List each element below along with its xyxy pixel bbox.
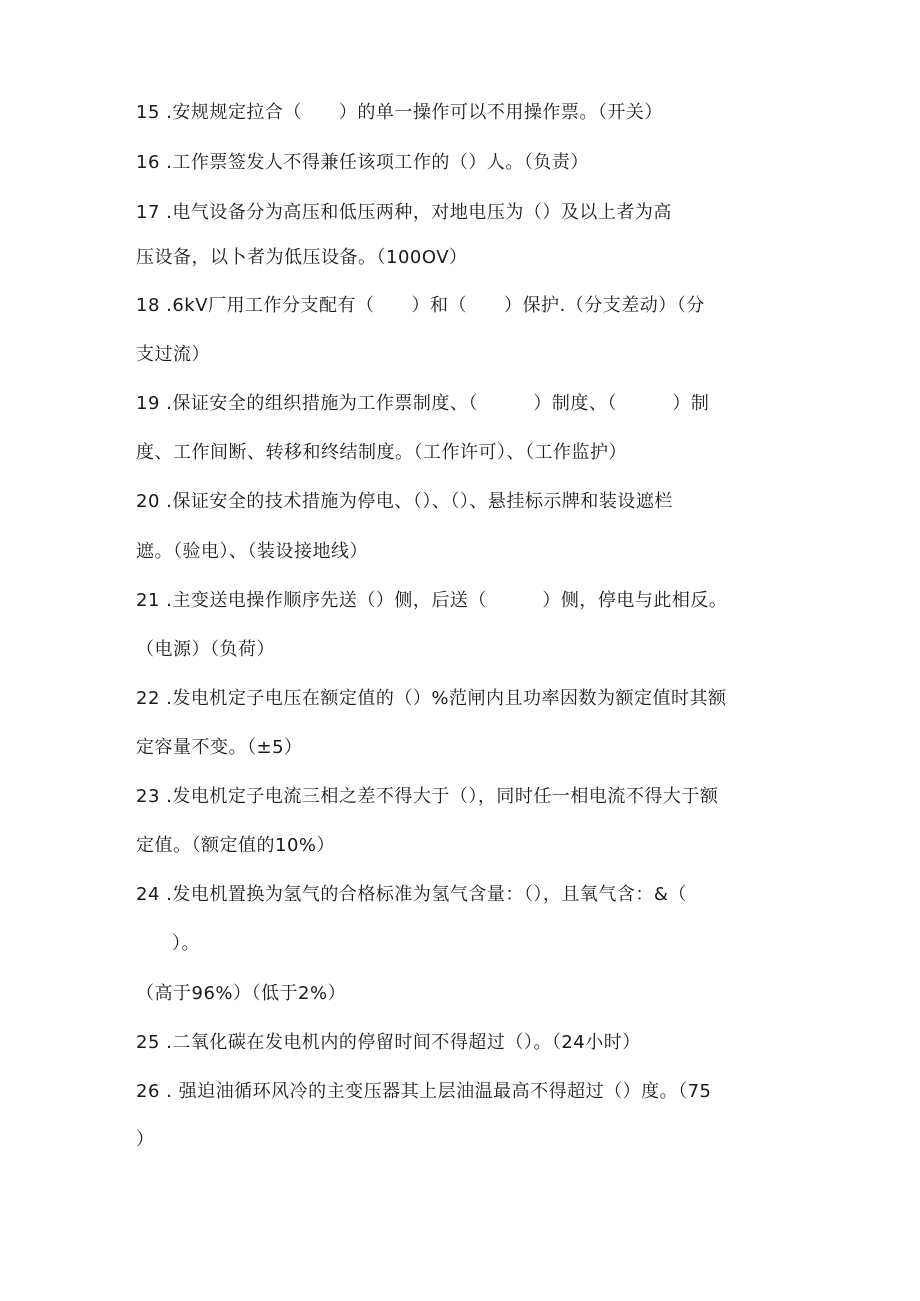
text-line-q18-cont: 支过流） <box>136 344 210 365</box>
text-line-q15: 15 .安规规定拉合（ ）的单一操作可以不用操作票。（开关） <box>136 102 663 123</box>
text-line-q21: 21 .主变送电操作顺序先送（）侧，后送（ ）侧，停电与此相反。 <box>136 590 728 611</box>
text-line-q23-cont: 定值。（额定值的10%） <box>136 835 336 856</box>
text-line-q24-answer: （高于96%）（低于2%） <box>136 983 347 1004</box>
text-line-q26: 26 . 强迫油循环风冷的主变压器其上层油温最高不得超过（）度。（75 <box>136 1081 712 1102</box>
text-line-q16: 16 .工作票签发人不得兼任该项工作的（）人。（负责） <box>136 152 589 173</box>
text-line-q20-cont: 遮。（验电）、（装设接地线） <box>136 541 368 562</box>
text-line-q19: 19 .保证安全的组织措施为工作票制度、（ ）制度、（ ）制 <box>136 393 710 414</box>
text-line-q22-cont: 定容量不变。（±5） <box>136 737 303 758</box>
text-line-q22: 22 .发电机定子电压在额定值的（）%范闸内且功率因数为额定值时其额 <box>136 688 727 709</box>
text-line-q19-cont: 度、工作间断、转移和终结制度。（工作许可）、（工作监护） <box>136 442 627 463</box>
text-line-q24-cont: ）。 <box>172 933 200 954</box>
text-line-q24: 24 .发电机置换为氢气的合格标准为氢气含量：（），且氧气含：&（ <box>136 884 687 905</box>
text-line-q23: 23 .发电机定子电流三相之差不得大于（），同时任一相电流不得大于额 <box>136 786 719 807</box>
text-line-q21-cont: （电源）（负荷） <box>136 639 275 660</box>
text-line-q18: 18 .6kV厂用工作分支配有（ ）和（ ）保护.（分支差动）（分 <box>136 295 705 316</box>
text-line-q17: 17 .电气设备分为高压和低压两种，对地电压为（）及以上者为高 <box>136 202 672 223</box>
text-line-q25: 25 .二氧化碳在发电机内的停留时间不得超过（）。（24小时） <box>136 1032 641 1053</box>
text-line-q20: 20 .保证安全的技术措施为停电、（）、（）、悬挂标示牌和装设遮栏 <box>136 491 673 512</box>
text-line-q26-cont: ） <box>136 1129 155 1150</box>
text-line-q17-cont: 压设备，以卜者为低压设备。（100OV） <box>136 247 468 268</box>
